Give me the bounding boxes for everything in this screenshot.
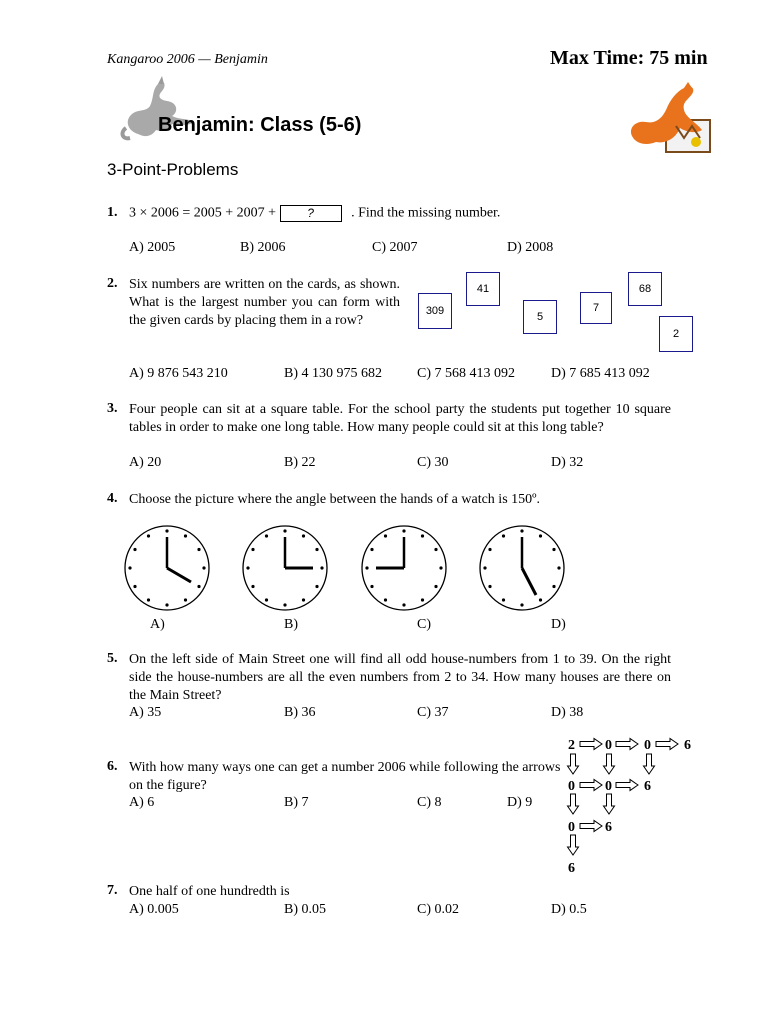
q1-option-b: B) 2006 (240, 240, 286, 255)
q2-number: 2. (107, 276, 118, 291)
grid-digit-r3c1: 0 (568, 820, 575, 835)
q4-option-c: C) (417, 617, 431, 632)
q4-option-b: B) (284, 617, 298, 632)
q2-card-5: 5 (523, 300, 557, 334)
grid-digit-r1c4: 6 (684, 738, 691, 753)
q7-number: 7. (107, 883, 118, 898)
grid-digit-r3c2: 6 (605, 820, 612, 835)
q4-option-d: D) (551, 617, 566, 632)
q5-option-a: A) 35 (129, 705, 162, 720)
q5-option-b: B) 36 (284, 705, 316, 720)
q5-text: On the left side of Main Street one will find all odd house-numbers from 1 to 39. On the right side the house-numbers are all the even numbers from 2 to 34. How many houses are there on the Main Street? (129, 652, 671, 703)
q1-option-a: A) 2005 (129, 240, 176, 255)
q1-option-c: C) 2007 (372, 240, 418, 255)
q5-option-c: C) 37 (417, 705, 449, 720)
q1-post: . Find the missing number. (351, 205, 501, 221)
q1-missing-box: ? (280, 205, 342, 222)
q7-text: One half of one hundredth is (129, 884, 290, 899)
q2-option-c: C) 7 568 413 092 (417, 366, 515, 381)
q6-arrow-grid (556, 732, 696, 876)
grid-digit-r1c1: 2 (568, 738, 575, 753)
q1-option-d: D) 2008 (507, 240, 554, 255)
q1-pre: 3 × 2006 = 2005 + 2007 + (129, 205, 277, 221)
section-title: 3-Point-Problems (107, 160, 239, 179)
clock-c (359, 523, 449, 613)
q2-card-41: 41 (466, 272, 500, 306)
q7-option-b: B) 0.05 (284, 902, 326, 917)
q6-option-b: B) 7 (284, 795, 309, 810)
clock-a (122, 523, 212, 613)
q3-number: 3. (107, 401, 118, 416)
q4-option-a: A) (150, 617, 165, 632)
grid-digit-r1c2: 0 (605, 738, 612, 753)
grid-digit-r2c2: 0 (605, 779, 612, 794)
q2-option-a: A) 9 876 543 210 (129, 366, 228, 381)
q7-option-a: A) 0.005 (129, 902, 179, 917)
header-left: Kangaroo 2006 — Benjamin (107, 52, 268, 67)
q2-card-309: 309 (418, 293, 452, 329)
grid-digit-r2c1: 0 (568, 779, 575, 794)
q6-option-a: A) 6 (129, 795, 155, 810)
q6-number: 6. (107, 759, 118, 774)
q1-number: 1. (107, 205, 118, 220)
q4-text: Choose the picture where the angle between the hands of a watch is 150º. (129, 492, 540, 507)
grid-digit-r1c3: 0 (644, 738, 651, 753)
kangaroo-logo-orange (626, 82, 716, 154)
q3-option-b: B) 22 (284, 455, 316, 470)
q6-option-c: C) 8 (417, 795, 442, 810)
q2-option-b: B) 4 130 975 682 (284, 366, 382, 381)
q5-option-d: D) 38 (551, 705, 584, 720)
q6-text: With how many ways one can get a number 2006 while following the arrows on the figure? (129, 760, 561, 793)
q2-card-7: 7 (580, 292, 612, 324)
q2-text: Six numbers are written on the cards, as shown. What is the largest number you can form with the given cards by placing them in a row? (129, 277, 400, 328)
grid-digit-r2c3: 6 (644, 779, 651, 794)
q6-option-d: D) 9 (507, 795, 533, 810)
q3-option-d: D) 32 (551, 455, 584, 470)
q1-text (129, 205, 500, 222)
q2-card-68: 68 (628, 272, 662, 306)
clock-b (240, 523, 330, 613)
q3-option-a: A) 20 (129, 455, 162, 470)
q3-option-c: C) 30 (417, 455, 449, 470)
q2-card-2: 2 (659, 316, 693, 352)
q4-number: 4. (107, 491, 118, 506)
q2-option-d: D) 7 685 413 092 (551, 366, 650, 381)
grid-digit-r4c1: 6 (568, 861, 575, 876)
page-title: Benjamin: Class (5-6) (158, 114, 362, 136)
q7-option-c: C) 0.02 (417, 902, 459, 917)
q7-option-d: D) 0.5 (551, 902, 587, 917)
q3-text: Four people can sit at a square table. For the school party the students put together 10 square tables in order to make one long table. How many people could sit at this long table? (129, 402, 671, 435)
q5-number: 5. (107, 651, 118, 666)
clock-d (477, 523, 567, 613)
header-right: Max Time: 75 min (550, 47, 708, 69)
